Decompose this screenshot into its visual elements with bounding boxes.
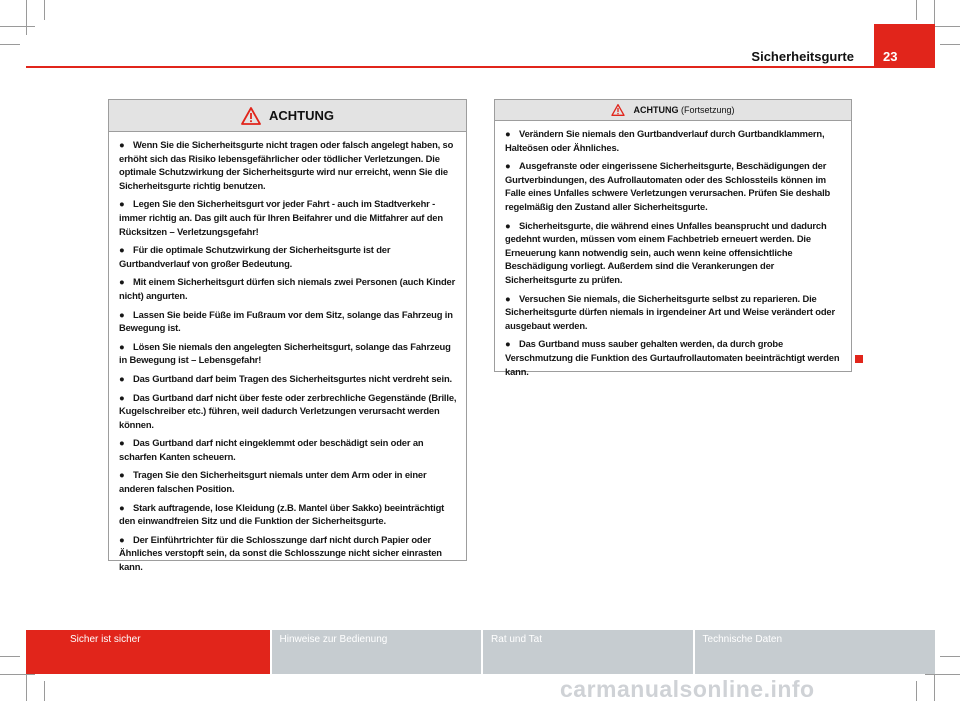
warning-item: ● Mit einem Sicherheitsgurt dürfen sich niemals zwei Personen (auch Kinder nicht) angurten. [119,276,456,301]
crop-mark [44,681,45,701]
footer-nav [26,630,935,674]
bullet: ● [119,244,125,256]
bullet: ● [119,437,125,449]
warning-item: ● Das Gurtband muss sauber gehalten werden, da durch grobe Verschmutzung die Funktion des Gurtaufrollautomaten beeinträchtigt werden kann. [505,338,840,377]
footer-tab-sicher-ist-sicher[interactable]: Sicher ist sicher [26,630,270,674]
warning-box-continued [494,99,852,377]
warning-title: ACHTUNG [269,108,334,123]
bullet: ● [119,139,125,150]
warning-item: ● Versuchen Sie niemals, die Sicherheitsgurte selbst zu reparieren. Die Sicherheitsgurte dürfen niemals in irgendeiner Art und Weise verändert oder ausgebaut werden. [505,292,835,331]
warning-triangle-icon [241,107,261,125]
page-number: 23 [874,24,935,68]
warning-item: ● Wenn Sie die Sicherheitsgurte nicht tragen oder falsch angelegt haben, so erhöht sich das Risiko lebensgefährlicher oder tödlicher Verletzungen. Die optimale Schutzwirkung der Sicherheitsgurte wird nur erreicht, wenn Sie die Sicherheitsgurte richtig benutzen. [119,139,454,191]
warning-item: ● Lösen Sie niemals den angelegten Sicherheitsgurt, solange das Fahrzeug in Bewegung ist – Lebensgefahr! [119,340,451,366]
bullet: ● [119,391,125,403]
crop-mark [925,674,960,675]
bullet: ● [119,308,125,320]
crop-mark [0,656,20,657]
warning-item: ● Das Gurtband darf beim Tragen des Sicherheitsgurtes nicht verdreht sein. [119,372,452,384]
bullet: ● [119,501,125,513]
warning-list [495,121,851,378]
warning-item: ● Sicherheitsgurte, die während eines Unfalles beansprucht und dadurch gedehnt wurden, müssen vom einem Fachbetrieb erneuert werden. Die Erneuerung kann notwendig sein, auch wenn keine offensichtliche Beschädigung vorliegt. Außerdem sind die Verankerungen der Sicherheitsgurte zu prüfen. [505,219,827,285]
page-title: Sicherheitsgurte [751,49,854,64]
warning-item: ● Das Gurtband darf nicht eingeklemmt oder beschädigt sein oder an scharfen Kanten scheuern. [119,437,424,462]
bullet: ● [119,372,125,384]
footer-tab-technische-daten[interactable]: Technische Daten [695,630,935,674]
footer-tab-rat-und-tat[interactable]: Rat und Tat [483,630,693,674]
crop-mark [916,681,917,701]
warning-item: ● Ausgefranste oder eingerissene Sicherheitsgurte, Beschädigungen der Gurtverbindungen, des Aufrollautomaten oder des Schlossteils können im Falle eines Unfalles schwere Verletzungen verursachen. Prüfen Sie deshalb regelmäßig den Zustand aller Sicherheitsgurte. [505,160,831,212]
footer-tab-hinweise-zur-bedienung[interactable]: Hinweise zur Bedienung [272,630,482,674]
bullet: ● [119,469,125,481]
bullet: ● [119,276,125,288]
warning-title: ACHTUNG [633,105,679,115]
section-end-marker [855,355,863,363]
warning-item: ● Das Gurtband darf nicht über feste oder zerbrechliche Gegenstände (Brille, Kugelschreiber etc.) führen, weil dadurch Verletzungen verursacht werden können. [119,391,457,430]
crop-mark [940,656,960,657]
warning-list [109,132,466,574]
warning-item: ● Legen Sie den Sicherheitsgurt vor jeder Fahrt - auch im Stadtverkehr - immer richtig an. Das gilt auch für Ihren Beifahrer und die Mitfahrer auf den Rücksitzen – Verletzungsgefahr! [119,198,443,237]
bullet: ● [505,338,511,350]
warning-item: ● Stark auftragende, lose Kleidung (z.B. Mantel über Sakko) beeinträchtigt den einwandfreien Sitz und die Funktion der Sicherheitsgurte. [119,501,445,527]
bullet: ● [505,160,511,172]
crop-mark [0,674,35,675]
bullet: ● [119,533,125,545]
warning-box-header [495,100,851,121]
warning-subtitle: (Fortsetzung) [680,105,735,115]
warning-triangle-icon [611,104,625,116]
page-header [0,0,960,70]
bullet: ● [119,198,125,210]
bullet: ● [119,340,125,352]
header-rule [26,66,935,68]
watermark: carmanualsonline.info [560,676,815,702]
warning-box-header [109,100,466,132]
warning-item: ● Für die optimale Schutzwirkung der Sicherheitsgurte ist der Gurtbandverlauf von großer Bedeutung. [119,244,391,269]
warning-box [108,99,467,573]
bullet: ● [505,128,511,139]
warning-item: ● Tragen Sie den Sicherheitsgurt niemals unter dem Arm oder in einer anderen falschen Position. [119,469,427,495]
warning-item: ● Der Einführtrichter für die Schlosszunge darf nicht durch Papier oder Ähnliches verstopft sein, da sonst die Schlosszunge nicht sicher einrasten kann. [119,533,442,573]
warning-item: ● Lassen Sie beide Füße im Fußraum vor dem Sitz, solange das Fahrzeug in Bewegung ist. [119,308,453,334]
bullet: ● [505,292,511,304]
warning-item: ● Verändern Sie niemals den Gurtbandverlauf durch Gurtbandklammern, Halteösen oder Ähnliches. [505,128,825,153]
bullet: ● [505,219,511,231]
